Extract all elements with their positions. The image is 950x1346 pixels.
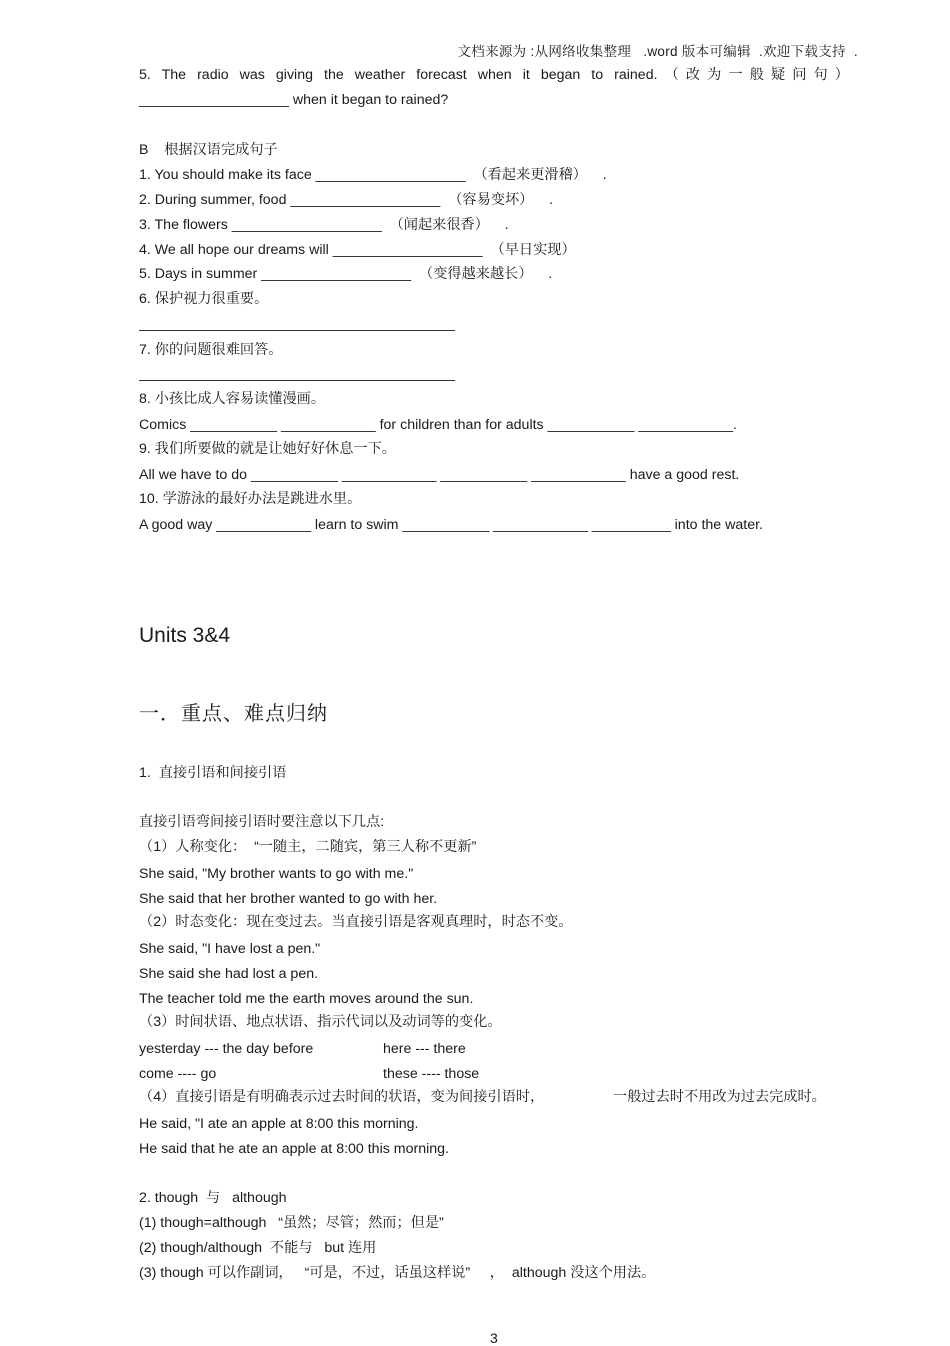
section-b-title: B 根据汉语完成句子 <box>139 142 278 158</box>
page-header: 文档来源为 :从网络收集整理 .word 版本可编辑 .欢迎下载支持 . <box>457 44 858 59</box>
rule-3: （3）时间状语、地点状语、指示代词以及动词等的变化。 <box>139 1014 502 1030</box>
section-b-item-1: 1. You should make its face ___________________ （看起来更滑稽） . <box>139 167 607 183</box>
section-b-item-6: 6. 保护视力很重要。 <box>139 291 269 307</box>
subsection-1-title: 1. 直接引语和间接引语 <box>139 765 287 781</box>
section-b-item-7: 7. 你的问题很难回答。 <box>139 342 283 358</box>
example-1a: She said, "My brother wants to go with me." <box>139 866 414 882</box>
question-5-line-1: 5. The radio was giving the weather forecast when it began to rained.（改为一般疑问句） <box>139 67 849 83</box>
page-number: 3 <box>490 1330 498 1346</box>
section-b-item-8-sentence: Comics ___________ ____________ for children than for adults ___________ ____________. <box>139 417 737 433</box>
answer-line-7 <box>139 380 455 381</box>
section-b-item-2: 2. During summer, food ___________________ （容易变坏） . <box>139 192 554 208</box>
example-4b: He said that he ate an apple at 8:00 this morning. <box>139 1141 449 1157</box>
example-4a: He said, "I ate an apple at 8:00 this morning. <box>139 1116 419 1132</box>
subsection-1-intro: 直接引语弯间接引语时要注意以下几点: <box>139 814 385 830</box>
word-pair-1-right: here --- there <box>383 1041 466 1057</box>
rule-4-part-1: （4）直接引语是有明确表示过去时间的状语，变为间接引语时， <box>139 1089 545 1105</box>
subsection-2-item-1: (1) though=although “虽然；尽管；然而；但是” <box>139 1215 444 1231</box>
section-b-item-10: 10. 学游泳的最好办法是跳进水里。 <box>139 491 362 507</box>
rule-1: （1）人称变化： “一随主，二随宾，第三人称不更新” <box>139 839 477 855</box>
section-b-item-10-sentence: A good way ____________ learn to swim ___________ ____________ __________ into the water. <box>139 517 763 533</box>
example-2a: She said, "I have lost a pen." <box>139 941 321 957</box>
section-b-item-5: 5. Days in summer ___________________ （变得越来越长） . <box>139 266 553 282</box>
example-2b: She said she had lost a pen. <box>139 966 319 982</box>
example-1b: She said that her brother wanted to go with her. <box>139 891 438 907</box>
units-title: Units 3&4 <box>139 624 231 647</box>
rule-4-part-2: 一般过去时不用改为过去完成时。 <box>613 1089 826 1105</box>
section-b-item-9-sentence: All we have to do ___________ ____________ ___________ ____________ have a good rest. <box>139 467 740 483</box>
section-1-title: 一．重点、难点归纳 <box>139 703 328 725</box>
word-pair-2-right: these ---- those <box>383 1066 480 1082</box>
rule-2: （2）时态变化：现在变过去。当直接引语是客观真理时，时态不变。 <box>139 914 573 930</box>
subsection-2-item-2: (2) though/although 不能与 but 连用 <box>139 1240 377 1256</box>
question-5-line-2: ___________________ when it began to rained? <box>139 92 449 108</box>
word-pair-1-left: yesterday --- the day before <box>139 1041 314 1057</box>
section-b-item-9: 9. 我们所要做的就是让她好好休息一下。 <box>139 441 396 457</box>
section-b-item-3: 3. The flowers ___________________ （闻起来很香） . <box>139 217 509 233</box>
section-b-item-4: 4. We all hope our dreams will ___________________ （早日实现） <box>139 242 576 258</box>
word-pair-2-left: come ---- go <box>139 1066 217 1082</box>
example-2c: The teacher told me the earth moves around the sun. <box>139 991 474 1007</box>
section-b-item-8: 8. 小孩比成人容易读懂漫画。 <box>139 391 326 407</box>
subsection-2-title: 2. though 与 although <box>139 1190 287 1206</box>
answer-line-6 <box>139 330 455 331</box>
subsection-2-item-3: (3) though 可以作副词， “可是，不过，话虽这样说” ， although 没这个用法。 <box>139 1265 656 1281</box>
